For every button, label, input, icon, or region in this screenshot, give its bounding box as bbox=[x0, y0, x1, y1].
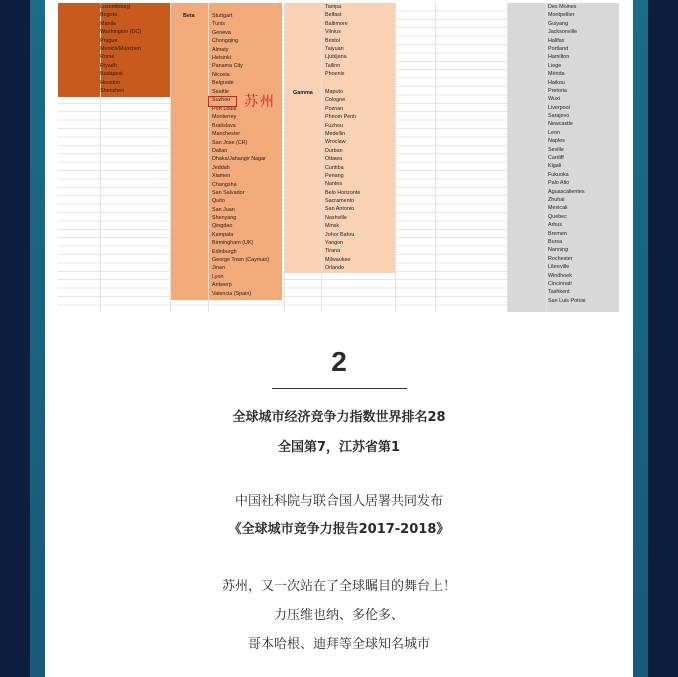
city-cell: Xiamen bbox=[212, 173, 231, 180]
city-cell: Libreville bbox=[548, 264, 570, 271]
city-cell: Lyon bbox=[212, 273, 224, 280]
section-number: 2 bbox=[331, 346, 347, 377]
city-cell: Zhuhai bbox=[548, 196, 565, 203]
city-cell: Manchester bbox=[212, 131, 241, 138]
suzhou-highlight-box bbox=[208, 96, 237, 107]
city-cell: Vilnius bbox=[325, 29, 341, 36]
city-cell: Wuxi bbox=[548, 96, 560, 103]
city-cell: Birmingham (UK) bbox=[212, 240, 254, 247]
city-cell: Bristol bbox=[325, 37, 340, 44]
city-cell: Phoenix bbox=[325, 71, 345, 78]
city-cell: George Town (Cayman) bbox=[212, 257, 270, 264]
city-cell: Panama City bbox=[212, 63, 243, 70]
city-cell: Liege bbox=[548, 62, 562, 69]
city-cell: San Antonio bbox=[325, 206, 355, 213]
city-cell: Des Moines bbox=[548, 4, 577, 10]
city-cell: San Salvador bbox=[212, 189, 245, 196]
city-cell: Tashkent bbox=[548, 289, 570, 296]
sufficiency-city-list bbox=[548, 3, 585, 305]
city-cell: Leon bbox=[548, 129, 560, 136]
city-cell: Cincinnati bbox=[548, 280, 572, 287]
city-cell: Poznan bbox=[325, 105, 344, 112]
suzhou-annotation: 苏州 bbox=[244, 94, 276, 110]
city-cell: Bratislava bbox=[212, 122, 236, 129]
city-ranking-sheet-image bbox=[58, 3, 619, 312]
city-cell: Penang bbox=[325, 172, 344, 179]
city-cell: Chongqing bbox=[212, 38, 239, 45]
city-cell: Sarajevo bbox=[548, 113, 570, 120]
city-cell: Durban bbox=[325, 147, 343, 154]
gamma-tier-label: Gamma bbox=[293, 90, 313, 96]
city-cell: Portland bbox=[548, 45, 569, 52]
city-cell: Jinan bbox=[212, 265, 225, 272]
beta-tier-label: Beta bbox=[183, 13, 195, 19]
left-border-strip bbox=[30, 0, 45, 677]
city-cell: Baltimore bbox=[325, 20, 348, 27]
city-cell: Kigali bbox=[548, 163, 562, 170]
city-cell: Cologne bbox=[325, 97, 346, 104]
right-border-strip bbox=[633, 0, 648, 677]
city-cell: Bremen bbox=[548, 230, 567, 237]
city-cell: San Juan bbox=[212, 206, 235, 213]
city-cell: Seattle bbox=[212, 88, 229, 95]
city-cell: Cardiff bbox=[548, 155, 564, 162]
city-cell: Fuzhou bbox=[325, 122, 343, 129]
city-cell: Seville bbox=[548, 146, 564, 153]
city-cell: Manila bbox=[100, 20, 116, 27]
city-cell: Nashville bbox=[325, 214, 347, 221]
city-cell: Arhus bbox=[548, 222, 563, 229]
city-cell: Windhoek bbox=[548, 272, 572, 279]
source-report-title: 《全球城市竞争力报告2017-2018》 bbox=[228, 522, 450, 537]
city-cell: Johor Bahru bbox=[325, 231, 355, 238]
city-cell: Bogota bbox=[100, 12, 118, 19]
city-cell: Yangon bbox=[325, 240, 344, 247]
city-cell: Belo Horizonte bbox=[325, 189, 361, 196]
city-cell: Mérida bbox=[548, 71, 565, 78]
city-cell: Shenzhen bbox=[100, 87, 125, 94]
city-cell: Milwaukee bbox=[325, 256, 351, 263]
city-cell: Helsinki bbox=[212, 54, 231, 61]
city-cell: Qingdao bbox=[212, 223, 233, 230]
city-cell: Dhaka/Jahangir Nagar bbox=[212, 156, 266, 163]
city-cell: Tirana bbox=[325, 248, 341, 255]
city-cell: Nantes bbox=[325, 181, 343, 188]
city-cell: Kampala bbox=[212, 231, 234, 238]
city-cell: Palo Alto bbox=[548, 180, 570, 187]
city-cell: Geneva bbox=[212, 29, 231, 36]
article-card bbox=[45, 0, 633, 677]
city-cell: Tunis bbox=[212, 21, 225, 28]
headline-ranking: 全球城市经济竞争力指数世界排名28 bbox=[232, 410, 446, 425]
city-cell: Valencia (Spain) bbox=[212, 290, 252, 297]
city-cell: Stuttgart bbox=[212, 13, 233, 19]
city-cell: Quebec bbox=[548, 213, 567, 220]
city-cell: Sacramento bbox=[325, 198, 355, 205]
city-cell: Prague bbox=[100, 37, 118, 44]
city-cell: Belfast bbox=[325, 12, 342, 19]
city-cell: Quito bbox=[212, 198, 225, 205]
beta-city-list-top bbox=[212, 12, 243, 96]
city-cell: Mexicali bbox=[548, 205, 568, 212]
headline-national: 全国第7，江苏省第1 bbox=[277, 440, 401, 455]
city-cell: Dalian bbox=[212, 147, 228, 154]
city-cell: Almaty bbox=[212, 46, 229, 53]
city-cell: Curitiba bbox=[325, 164, 344, 171]
city-cell: Naples bbox=[548, 138, 565, 145]
city-cell: Tallinn bbox=[325, 62, 341, 69]
city-cell: Newcastle bbox=[548, 121, 573, 128]
city-cell: Nanning bbox=[548, 247, 569, 254]
city-cell: Jacksonville bbox=[548, 29, 578, 36]
city-cell: Montpellier bbox=[548, 12, 575, 19]
city-cell: Wroclaw bbox=[325, 139, 346, 146]
city-cell: Rochester bbox=[548, 255, 573, 262]
beta-city-list-bottom bbox=[212, 105, 269, 298]
city-cell: Budapest bbox=[100, 71, 123, 78]
city-cell: Phnom Penh bbox=[325, 114, 357, 121]
city-cell: Guiyang bbox=[548, 20, 569, 27]
source-publisher: 中国社科院与联合国人居署共同发布 bbox=[234, 494, 443, 509]
city-cell: Aguascalientes bbox=[548, 188, 585, 195]
city-cell: Ljubljana bbox=[325, 54, 347, 61]
city-cell: Taiyuan bbox=[325, 45, 344, 52]
body-line-2: 力压维也纳、多伦多、 bbox=[273, 608, 404, 623]
city-cell: Halifax bbox=[548, 37, 565, 44]
alpha-city-list bbox=[100, 3, 141, 95]
city-cell: Washington (DC) bbox=[100, 29, 142, 36]
city-cell: Riyadh bbox=[100, 62, 117, 69]
city-cell: Changsha bbox=[212, 181, 237, 188]
city-cell: Edinburgh bbox=[212, 248, 237, 255]
city-cell: Shenyang bbox=[212, 215, 237, 222]
city-cell: Belgrade bbox=[212, 80, 234, 87]
city-cell: Nicosia bbox=[212, 71, 230, 78]
section-divider bbox=[272, 388, 407, 389]
gamma-city-list-top bbox=[325, 3, 348, 79]
city-cell: Ottawa bbox=[325, 156, 343, 163]
body-line-3: 哥本哈根、迪拜等全球知名城市 bbox=[247, 637, 430, 652]
city-cell: San Jose (CR) bbox=[212, 139, 248, 146]
city-cell: Monterrey bbox=[212, 114, 237, 121]
city-cell: Luxembourg bbox=[100, 4, 130, 10]
city-cell: Medellin bbox=[325, 130, 346, 137]
city-cell: Maputo bbox=[325, 89, 343, 95]
city-cell: Jeddah bbox=[212, 164, 230, 171]
city-cell: Port Louis bbox=[212, 106, 237, 112]
suzhou-city: Suzhou bbox=[212, 97, 231, 103]
city-cell: Hamilton bbox=[548, 54, 570, 61]
city-cell: Pretoria bbox=[548, 87, 567, 94]
body-line-1: 苏州，又一次站在了全球瞩目的舞台上！ bbox=[221, 579, 456, 594]
city-cell: Houston bbox=[100, 79, 121, 86]
city-cell: Bursa bbox=[548, 238, 563, 245]
city-cell: Orlando bbox=[325, 265, 345, 272]
city-cell: Munich/München bbox=[100, 45, 142, 52]
city-cell: Liverpool bbox=[548, 104, 570, 111]
city-cell: Minsk bbox=[325, 223, 340, 230]
city-cell: Haikou bbox=[548, 79, 565, 86]
city-cell: Antwerp bbox=[212, 282, 232, 289]
city-cell: Fukuoka bbox=[548, 171, 569, 178]
city-cell: San Luis Potosi bbox=[548, 297, 586, 304]
city-cell: Rome bbox=[100, 54, 115, 61]
gamma-city-list-bottom bbox=[325, 88, 360, 273]
city-cell: Tampa bbox=[325, 4, 342, 10]
